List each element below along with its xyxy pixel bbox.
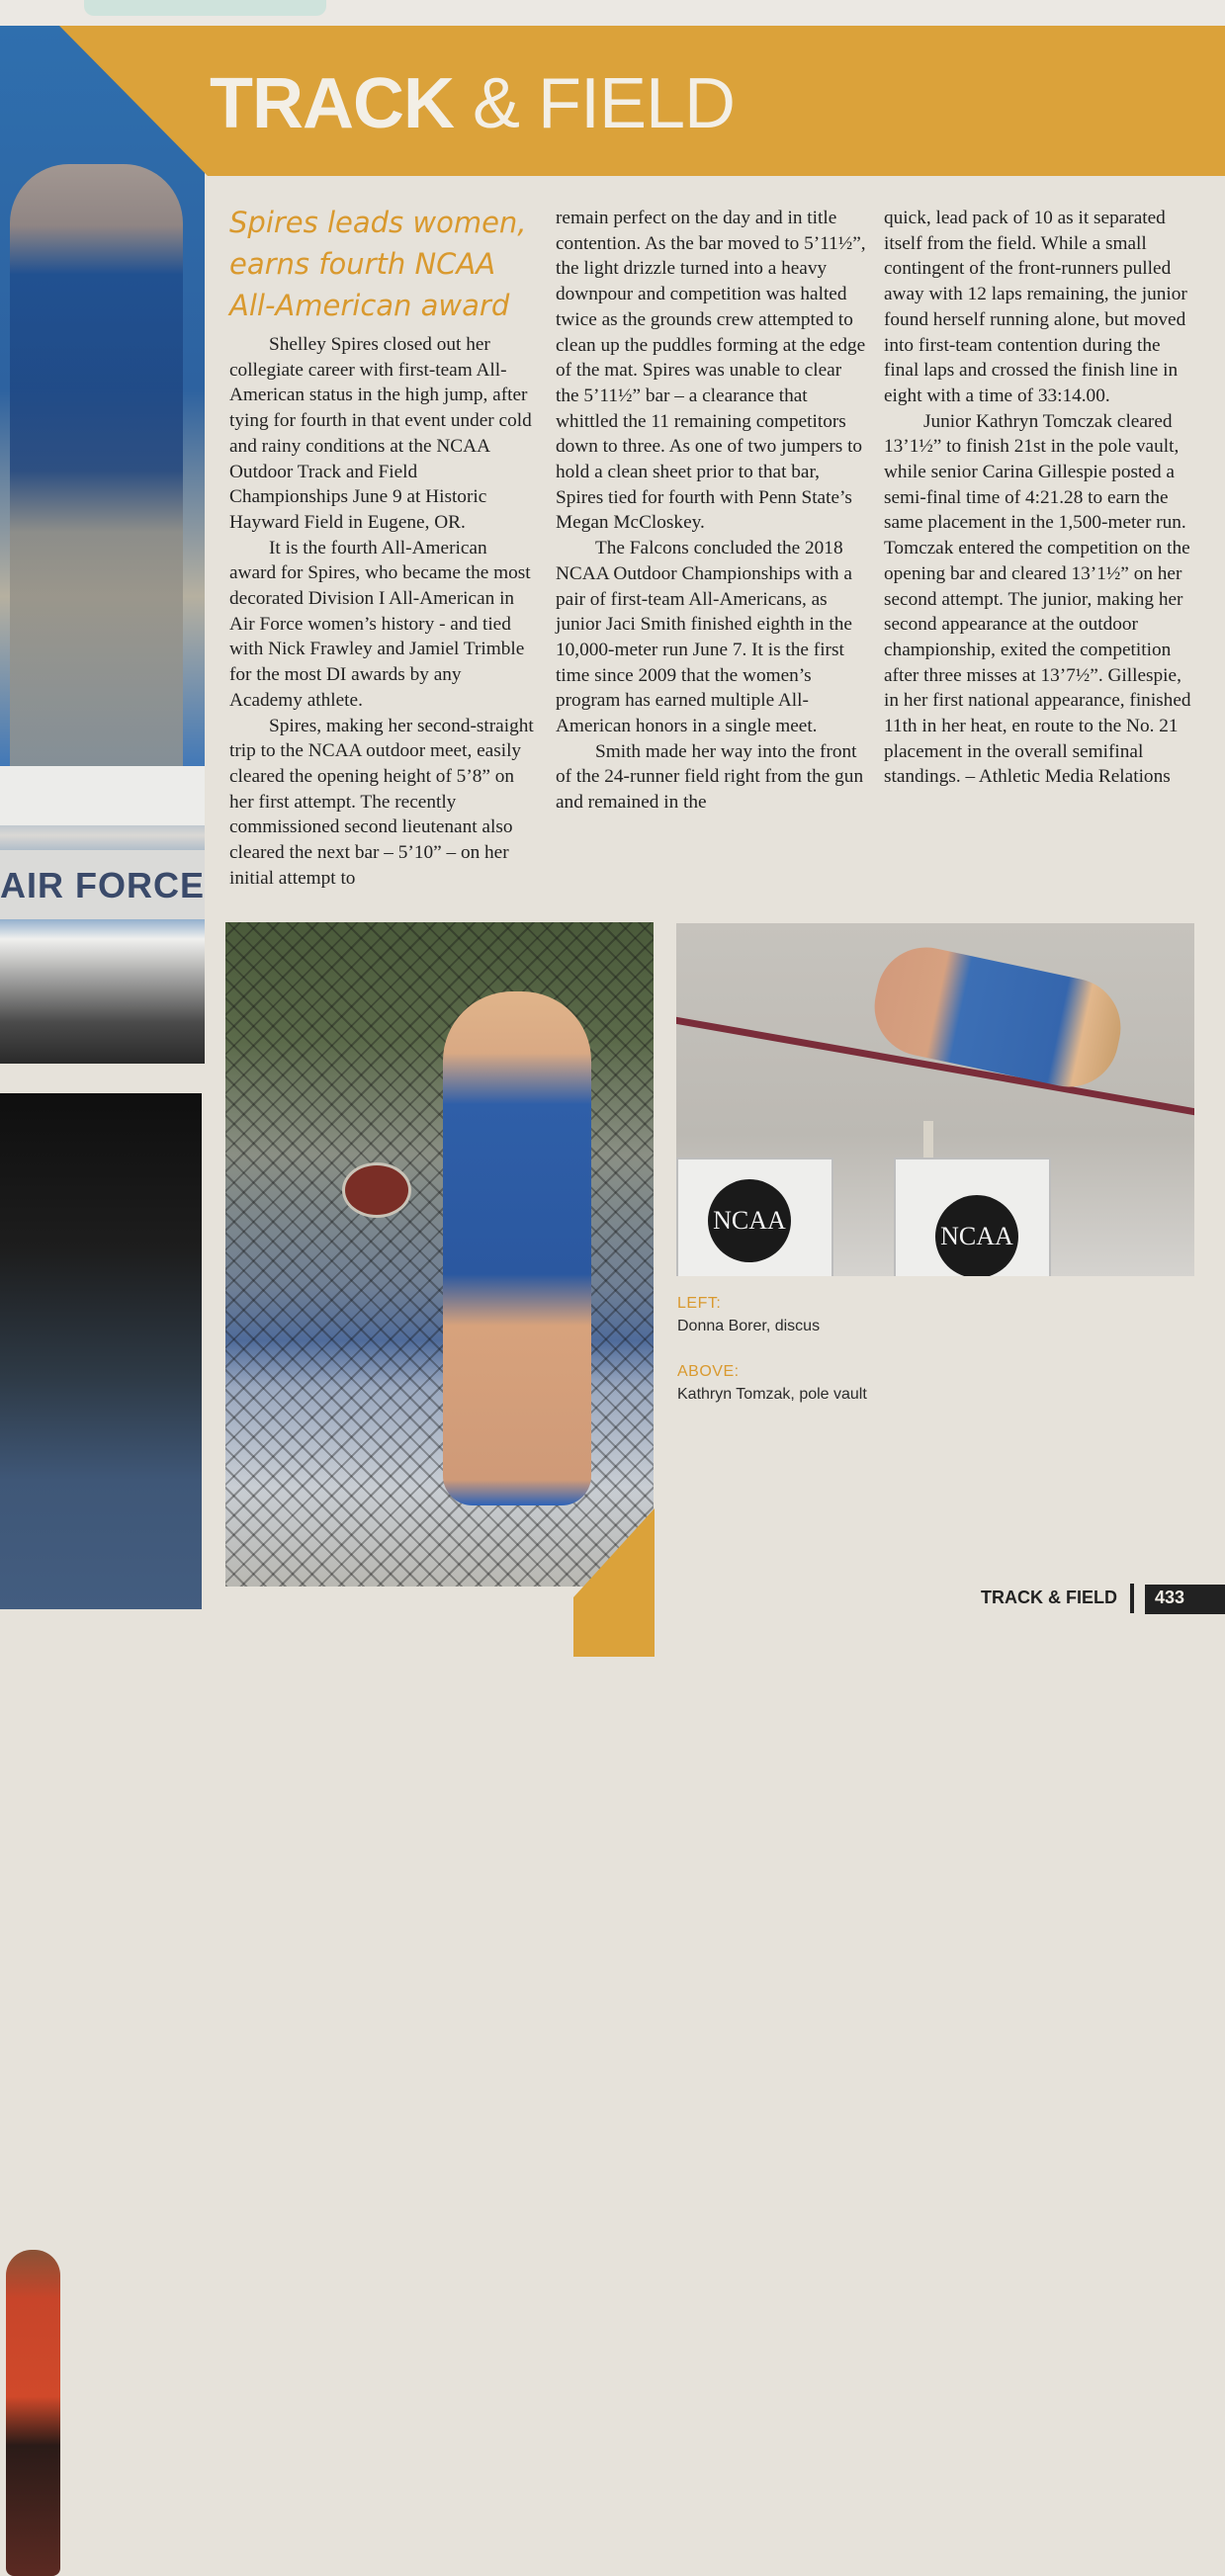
discus-photo xyxy=(225,922,654,1587)
caption-text: Donna Borer, discus xyxy=(677,1318,821,1334)
caption-label: LEFT: xyxy=(677,1295,722,1312)
article-column-1 xyxy=(229,332,536,891)
article-column-2 xyxy=(556,206,867,816)
ncaa-logo: NCAA xyxy=(708,1179,791,1262)
paragraph: It is the fourth All-American award for Spires, who became the most decorated Division I All-American in Air Force women’s history - and tied with Nick Frawley and Jamiel Trimble for the most DI awards by any Academy athlete. xyxy=(229,537,531,711)
ncaa-logo: NCAA xyxy=(935,1195,1018,1276)
paragraph: remain perfect on the day and in title contention. As the bar moved to 5’11½”, the light drizzle turned into a heavy downpour and competition was halted twice as the grounds crew attempted to clean up the puddles forming at the edge of the mat. Spires was unable to clear the 5’11½” bar – a clearance that whittled the 11 remaining competitors down to three. As one of two jumpers to hold a clean sheet prior to that bar, Spires tied for fourth with Penn State’s Megan McCloskey. xyxy=(556,208,866,534)
footer-section-name: TRACK & FIELD xyxy=(981,1588,1117,1607)
ncaa-sign xyxy=(894,1158,1051,1276)
article-headline: Spires leads women, earns fourth NCAA All-American award xyxy=(229,206,527,322)
caption-label: ABOVE: xyxy=(677,1363,740,1380)
spectator-figure xyxy=(10,164,183,777)
page-title xyxy=(210,63,735,144)
left-photo-banner xyxy=(0,766,205,825)
footer-divider xyxy=(1130,1584,1134,1613)
left-photo-runner xyxy=(0,1093,202,1609)
pole-vault-photo xyxy=(676,923,1194,1276)
runner-figure xyxy=(6,2250,60,2576)
discus-disc xyxy=(342,1162,411,1218)
article-column-3 xyxy=(884,206,1198,790)
page-title-field: & FIELD xyxy=(453,64,736,143)
discus-athlete xyxy=(443,991,591,1505)
page-title-track: TRACK xyxy=(210,64,454,143)
air-force-banner-text: AIR FORCE xyxy=(0,865,205,905)
paragraph: Shelley Spires closed out her collegiate career with first-team All-American status in the high jump, after tying for fourth in that event under cold and rainy conditions at the NCAA Outdoor Track and Field Championships June 9 at Historic Hayward Field in Eugene, OR. xyxy=(229,334,532,533)
paragraph: quick, lead pack of 10 as it separated itself from the field. While a small contingent of the front-runners pulled away with 12 laps remaining, the junior found herself running alone, but moved into first-team contention during the final laps and crossed the finish line in eight with a time of 33:14.00. xyxy=(884,208,1187,406)
paragraph: Spires, making her second-straight trip to the NCAA outdoor meet, easily cleared the opening height of 5’8” on her first attempt. The recently commissioned second lieutenant also cleared the next bar – 5’10” – on her initial attempt to xyxy=(229,715,534,889)
paragraph: Smith made her way into the front of the 24-runner field right from the gun and remained in the xyxy=(556,740,864,814)
ncaa-sign xyxy=(676,1158,833,1276)
paragraph: Junior Kathryn Tomczak cleared 13’1½” to finish 21st in the pole vault, while senior Carina Gillespie posted a semi-final time of 4:21.28 to earn the same placement in the 1,500-meter run. Tomczak entered the competition on the opening bar and cleared 13’1½” on her second attempt. The junior, making her second appearance at the outdoor championship, exited the competition after three misses at 13’7½”. Gillespie, in her first national appearance, finished 11th in her heat, en route to the No. 21 placement in the overall semifinal standings. – Athletic Media Relations xyxy=(884,410,1191,788)
section-tab xyxy=(84,0,326,16)
paragraph: The Falcons concluded the 2018 NCAA Outdoor Championships with a pair of first-team All-Americans, as junior Jaci Smith finished eighth in the 10,000-meter run June 7. It is the first time since 2009 that the women’s program has earned multiple All-American honors in a single meet. xyxy=(556,538,852,737)
caption-text: Kathryn Tomzak, pole vault xyxy=(677,1386,867,1403)
pole-vaulter xyxy=(865,938,1129,1096)
page-number: 433 xyxy=(1155,1588,1185,1607)
